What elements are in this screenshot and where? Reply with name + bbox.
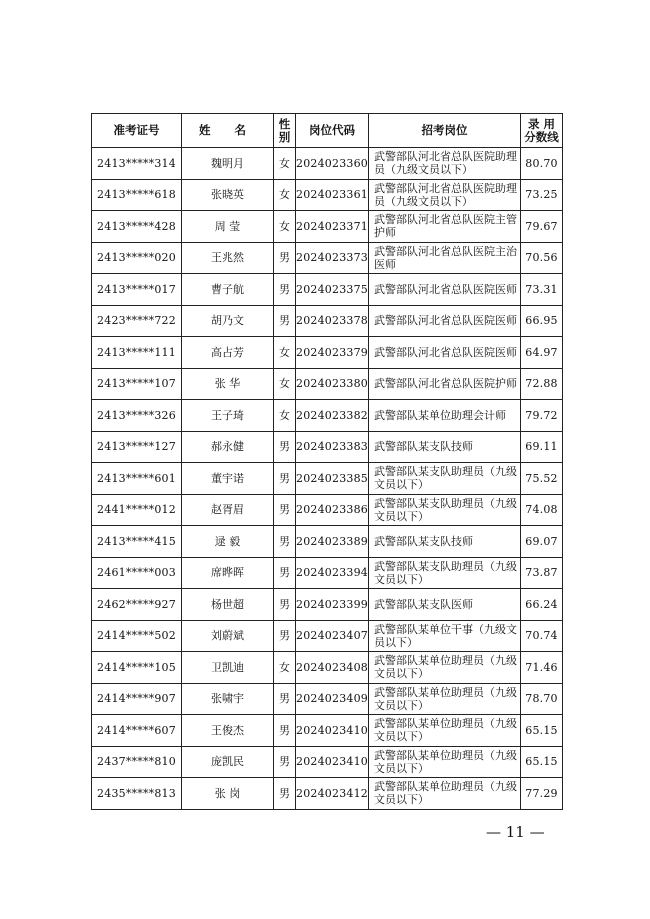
cell-post: 武警部队某单位干事（九级文员以下） (369, 620, 521, 652)
cell-exam-id: 2413*****127 (92, 431, 182, 463)
cell-post: 武警部队河北省总队医院助理员（九级文员以下） (369, 148, 521, 180)
cell-name: 王俊杰 (182, 715, 274, 747)
cell-score: 65.15 (521, 746, 563, 778)
cell-name: 周 莹 (182, 211, 274, 243)
cell-post-code: 2024023382 (296, 400, 369, 432)
header-post: 招考岗位 (369, 114, 521, 148)
cell-gender: 男 (274, 620, 296, 652)
cell-gender: 男 (274, 494, 296, 526)
cell-gender: 女 (274, 368, 296, 400)
table-row (92, 652, 563, 684)
cell-name: 庞凯民 (182, 746, 274, 778)
cell-exam-id: 2413*****415 (92, 526, 182, 558)
cell-name: 张晓英 (182, 179, 274, 211)
cell-exam-id: 2414*****607 (92, 715, 182, 747)
cell-exam-id: 2441*****012 (92, 494, 182, 526)
cell-score: 70.74 (521, 620, 563, 652)
cell-post: 武警部队河北省总队医院助理员（九级文员以下） (369, 179, 521, 211)
cell-exam-id: 2413*****601 (92, 463, 182, 495)
cell-score: 74.08 (521, 494, 563, 526)
cell-post: 武警部队河北省总队医院护师 (369, 368, 521, 400)
cell-score: 66.95 (521, 305, 563, 337)
cell-name: 魏明月 (182, 148, 274, 180)
cell-name: 郝永健 (182, 431, 274, 463)
cell-gender: 男 (274, 683, 296, 715)
cell-name: 张 华 (182, 368, 274, 400)
cell-post-code: 2024023375 (296, 274, 369, 306)
cell-post: 武警部队某支队技师 (369, 526, 521, 558)
table-row (92, 431, 563, 463)
cell-post-code: 2024023409 (296, 683, 369, 715)
table-row (92, 526, 563, 558)
cell-gender: 男 (274, 305, 296, 337)
cell-post: 武警部队某单位助理会计师 (369, 400, 521, 432)
cell-post-code: 2024023410 (296, 746, 369, 778)
cell-name: 卫凯迪 (182, 652, 274, 684)
cell-gender: 男 (274, 526, 296, 558)
cell-post: 武警部队某单位助理员（九级文员以下） (369, 778, 521, 810)
cell-exam-id: 2413*****618 (92, 179, 182, 211)
cell-gender: 男 (274, 746, 296, 778)
cell-score: 71.46 (521, 652, 563, 684)
cell-post-code: 2024023399 (296, 589, 369, 621)
cell-exam-id: 2413*****017 (92, 274, 182, 306)
cell-post-code: 2024023373 (296, 242, 369, 274)
table-row (92, 179, 563, 211)
cell-exam-id: 2413*****111 (92, 337, 182, 369)
cell-gender: 女 (274, 652, 296, 684)
cell-post-code: 2024023383 (296, 431, 369, 463)
header-name: 姓 名 (182, 114, 274, 148)
cell-post: 武警部队某支队医师 (369, 589, 521, 621)
cell-gender: 男 (274, 463, 296, 495)
table-body (92, 148, 563, 810)
table-row (92, 589, 563, 621)
cell-name: 张 岗 (182, 778, 274, 810)
table-row (92, 746, 563, 778)
cell-post: 武警部队某支队助理员（九级文员以下） (369, 494, 521, 526)
cell-gender: 女 (274, 400, 296, 432)
cell-name: 胡乃文 (182, 305, 274, 337)
cell-score: 64.97 (521, 337, 563, 369)
table-row (92, 557, 563, 589)
cell-name: 张啸宇 (182, 683, 274, 715)
cell-exam-id: 2461*****003 (92, 557, 182, 589)
table-row (92, 274, 563, 306)
header-score: 录 用 分数线 (521, 114, 563, 148)
cell-post-code: 2024023394 (296, 557, 369, 589)
cell-name: 赵胥眉 (182, 494, 274, 526)
cell-post-code: 2024023385 (296, 463, 369, 495)
cell-name: 席晔晖 (182, 557, 274, 589)
cell-post-code: 2024023407 (296, 620, 369, 652)
cell-post-code: 2024023379 (296, 337, 369, 369)
cell-post: 武警部队某单位助理员（九级文员以下） (369, 683, 521, 715)
cell-exam-id: 2414*****907 (92, 683, 182, 715)
table-row (92, 620, 563, 652)
header-exam-id: 准考证号 (92, 114, 182, 148)
cell-name: 高占芳 (182, 337, 274, 369)
cell-gender: 男 (274, 778, 296, 810)
cell-score: 65.15 (521, 715, 563, 747)
cell-post: 武警部队某单位助理员（九级文员以下） (369, 746, 521, 778)
cell-gender: 男 (274, 715, 296, 747)
cell-post-code: 2024023386 (296, 494, 369, 526)
table-row (92, 242, 563, 274)
table-header-row (92, 114, 563, 148)
cell-name: 董宇诺 (182, 463, 274, 495)
cell-gender: 男 (274, 431, 296, 463)
cell-exam-id: 2413*****428 (92, 211, 182, 243)
cell-gender: 男 (274, 589, 296, 621)
cell-name: 曹子航 (182, 274, 274, 306)
cell-post-code: 2024023378 (296, 305, 369, 337)
cell-score: 69.11 (521, 431, 563, 463)
table-row (92, 463, 563, 495)
cell-post-code: 2024023360 (296, 148, 369, 180)
cell-name: 王子琦 (182, 400, 274, 432)
page-number: — 11 — (486, 823, 545, 841)
cell-score: 80.70 (521, 148, 563, 180)
cell-post: 武警部队某支队技师 (369, 431, 521, 463)
cell-exam-id: 2413*****314 (92, 148, 182, 180)
cell-name: 王兆然 (182, 242, 274, 274)
cell-gender: 男 (274, 274, 296, 306)
cell-exam-id: 2462*****927 (92, 589, 182, 621)
cell-gender: 女 (274, 179, 296, 211)
cell-exam-id: 2435*****813 (92, 778, 182, 810)
cell-exam-id: 2413*****020 (92, 242, 182, 274)
cell-post: 武警部队河北省总队医院主管护师 (369, 211, 521, 243)
cell-post: 武警部队河北省总队医院医师 (369, 274, 521, 306)
cell-score: 70.56 (521, 242, 563, 274)
table-row (92, 778, 563, 810)
table-row (92, 683, 563, 715)
cell-post-code: 2024023389 (296, 526, 369, 558)
results-table (91, 113, 563, 810)
table-row (92, 148, 563, 180)
cell-exam-id: 2413*****326 (92, 400, 182, 432)
cell-post-code: 2024023380 (296, 368, 369, 400)
cell-gender: 男 (274, 557, 296, 589)
table-row (92, 494, 563, 526)
cell-post-code: 2024023412 (296, 778, 369, 810)
table-row (92, 211, 563, 243)
table-row (92, 400, 563, 432)
table-row (92, 305, 563, 337)
cell-post: 武警部队某支队助理员（九级文员以下） (369, 463, 521, 495)
cell-post-code: 2024023410 (296, 715, 369, 747)
cell-post: 武警部队某支队助理员（九级文员以下） (369, 557, 521, 589)
cell-name: 刘蔚斌 (182, 620, 274, 652)
cell-name: 杨世超 (182, 589, 274, 621)
cell-post: 武警部队河北省总队医院医师 (369, 305, 521, 337)
cell-gender: 女 (274, 211, 296, 243)
cell-score: 75.52 (521, 463, 563, 495)
cell-score: 66.24 (521, 589, 563, 621)
cell-exam-id: 2414*****502 (92, 620, 182, 652)
cell-exam-id: 2437*****810 (92, 746, 182, 778)
header-post-code: 岗位代码 (296, 114, 369, 148)
cell-score: 79.67 (521, 211, 563, 243)
cell-post: 武警部队河北省总队医院医师 (369, 337, 521, 369)
cell-post-code: 2024023371 (296, 211, 369, 243)
cell-score: 73.87 (521, 557, 563, 589)
cell-post: 武警部队某单位助理员（九级文员以下） (369, 652, 521, 684)
cell-score: 73.31 (521, 274, 563, 306)
cell-post-code: 2024023408 (296, 652, 369, 684)
table-row (92, 368, 563, 400)
table-row (92, 337, 563, 369)
cell-score: 73.25 (521, 179, 563, 211)
cell-score: 79.72 (521, 400, 563, 432)
cell-exam-id: 2413*****107 (92, 368, 182, 400)
cell-gender: 女 (274, 148, 296, 180)
cell-post: 武警部队某单位助理员（九级文员以下） (369, 715, 521, 747)
cell-gender: 女 (274, 337, 296, 369)
cell-post-code: 2024023361 (296, 179, 369, 211)
table-row (92, 715, 563, 747)
header-gender: 性 别 (274, 114, 296, 148)
cell-gender: 男 (274, 242, 296, 274)
cell-score: 72.88 (521, 368, 563, 400)
cell-exam-id: 2414*****105 (92, 652, 182, 684)
cell-exam-id: 2423*****722 (92, 305, 182, 337)
cell-score: 77.29 (521, 778, 563, 810)
cell-post: 武警部队河北省总队医院主治医师 (369, 242, 521, 274)
cell-name: 逯 毅 (182, 526, 274, 558)
cell-score: 78.70 (521, 683, 563, 715)
cell-score: 69.07 (521, 526, 563, 558)
